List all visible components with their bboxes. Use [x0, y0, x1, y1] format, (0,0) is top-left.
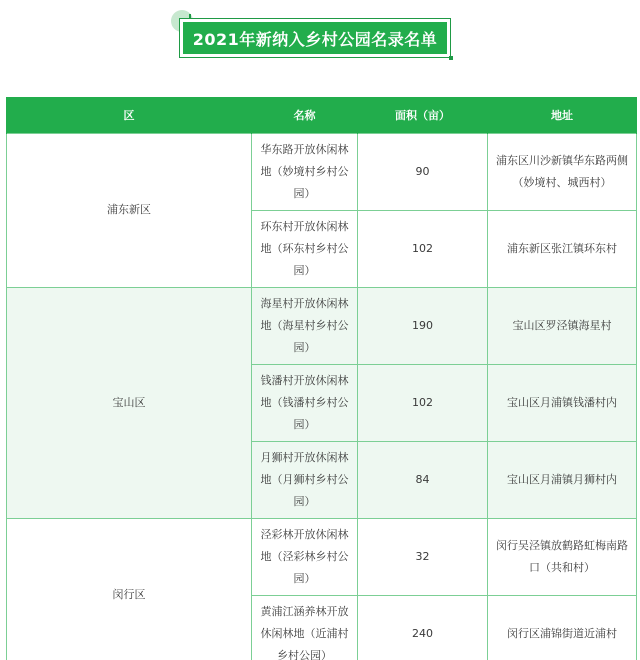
park-name-cell: 海星村开放休闲林地（海星村乡村公园）	[252, 287, 358, 364]
park-name-cell: 月狮村开放休闲林地（月狮村乡村公园）	[252, 441, 358, 518]
address-cell: 宝山区罗泾镇海星村	[488, 287, 637, 364]
table-row	[7, 133, 637, 210]
park-name-cell: 华东路开放休闲林地（妙境村乡村公园）	[252, 133, 358, 210]
area-cell: 240	[358, 595, 488, 660]
address-cell: 宝山区月浦镇钱潘村内	[488, 364, 637, 441]
address-cell: 浦东新区张江镇环东村	[488, 210, 637, 287]
park-name-cell: 钱潘村开放休闲林地（钱潘村乡村公园）	[252, 364, 358, 441]
address-cell: 闵行区浦锦街道近浦村	[488, 595, 637, 660]
table-header-row	[7, 97, 637, 133]
page-title: 2021年新纳入乡村公园名录名单	[183, 22, 447, 54]
district-cell: 闵行区	[7, 518, 252, 660]
park-name-cell: 泾彩林开放休闲林地（泾彩林乡村公园）	[252, 518, 358, 595]
park-name-cell: 环东村开放休闲林地（环东村乡村公园）	[252, 210, 358, 287]
area-cell: 190	[358, 287, 488, 364]
area-cell: 102	[358, 210, 488, 287]
address-cell: 宝山区月浦镇月狮村内	[488, 441, 637, 518]
header-district: 区	[7, 97, 252, 133]
header-address: 地址	[488, 97, 637, 133]
area-cell: 84	[358, 441, 488, 518]
area-cell: 90	[358, 133, 488, 210]
header-area: 面积（亩）	[358, 97, 488, 133]
table-row	[7, 287, 637, 364]
table-row	[7, 518, 637, 595]
title-frame	[179, 18, 451, 58]
district-cell: 宝山区	[7, 287, 252, 518]
parks-table	[6, 97, 637, 660]
area-cell: 102	[358, 364, 488, 441]
park-name-cell: 黄浦江涵养林开放休闲林地（近浦村乡村公园）	[252, 595, 358, 660]
header-name: 名称	[252, 97, 358, 133]
title-banner	[171, 10, 461, 60]
district-cell: 浦东新区	[7, 133, 252, 287]
address-cell: 浦东区川沙新镇华东路两侧（妙境村、城西村）	[488, 133, 637, 210]
corner-dot-icon	[449, 56, 453, 60]
area-cell: 32	[358, 518, 488, 595]
address-cell: 闵行吴泾镇放鹤路虹梅南路口（共和村）	[488, 518, 637, 595]
